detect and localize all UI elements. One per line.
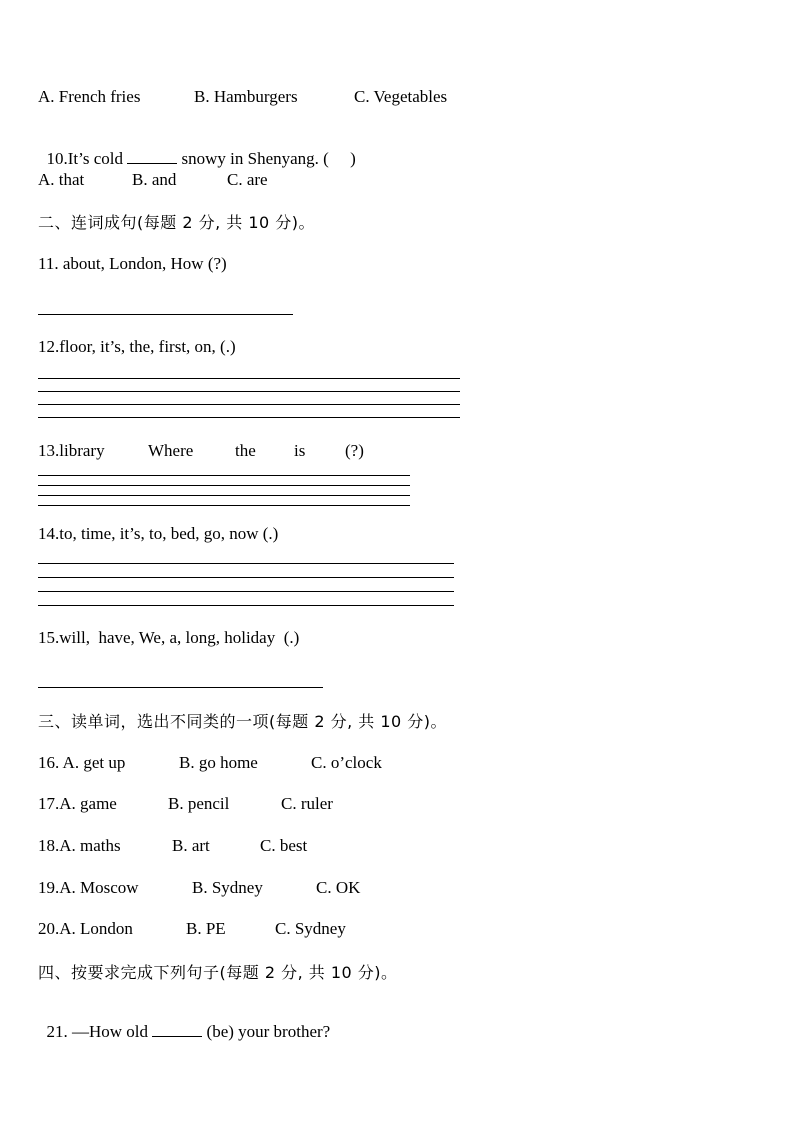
answer-line [38, 391, 460, 392]
answer-line [38, 495, 410, 496]
answer-line[interactable] [38, 314, 293, 315]
answer-line [38, 485, 410, 486]
question-13-number: 13.library [38, 441, 105, 460]
answer-line[interactable] [38, 563, 454, 564]
answer-line [38, 577, 454, 578]
question-16-option-c: C. o’clock [311, 753, 382, 772]
question-19-option-a: 19.A. Moscow [38, 878, 139, 897]
answer-line [38, 404, 460, 405]
question-18-option-b: B. art [172, 836, 210, 855]
section-4-heading: 四、按要求完成下列句子(每题 2 分, 共 10 分)。 [38, 963, 398, 982]
question-13-word-3: is [294, 441, 306, 460]
question-21-suffix: (be) your brother? [202, 1022, 331, 1041]
answer-line [38, 591, 454, 592]
question-14: 14.to, time, it’s, to, bed, go, now (.) [38, 524, 279, 543]
question-11: 11. about, London, How (?) [38, 254, 227, 273]
section-2-heading: 二、连词成句(每题 2 分, 共 10 分)。 [38, 213, 316, 232]
question-13-word-4: (?) [345, 441, 364, 460]
question-10-suffix: snowy in Shenyang. ( ) [177, 149, 356, 168]
question-10-prefix: 10.It’s cold [46, 149, 128, 168]
answer-line[interactable] [38, 475, 410, 476]
question-17-option-a: 17.A. game [38, 794, 117, 813]
question-19-option-b: B. Sydney [192, 878, 263, 897]
question-19-option-c: C. OK [316, 878, 361, 897]
question-20-option-b: B. PE [186, 919, 226, 938]
q10-option-b: B. and [132, 170, 177, 189]
answer-line [38, 417, 460, 418]
question-20-option-c: C. Sydney [275, 919, 346, 938]
question-21 [38, 1002, 330, 1042]
question-17-option-c: C. ruler [281, 794, 333, 813]
q9-option-c: C. Vegetables [354, 87, 448, 106]
question-15: 15.will, have, We, a, long, holiday (.) [38, 628, 300, 647]
question-18-option-a: 18.A. maths [38, 836, 121, 855]
question-12: 12.floor, it’s, the, first, on, (.) [38, 337, 236, 356]
question-16-option-b: B. go home [179, 753, 258, 772]
question-18-option-c: C. best [260, 836, 308, 855]
answer-line [38, 505, 410, 506]
question-17-option-b: B. pencil [168, 794, 230, 813]
answer-line[interactable] [38, 687, 323, 688]
question-21-prefix: 21. —How old [46, 1022, 153, 1041]
question-13-word-2: the [235, 441, 256, 460]
q10-option-c: C. are [227, 170, 268, 189]
q10-option-a: A. that [38, 170, 85, 189]
question-20-option-a: 20.A. London [38, 919, 133, 938]
q9-option-a: A. French fries [38, 87, 141, 106]
answer-blank[interactable] [152, 1022, 202, 1037]
question-10 [38, 129, 356, 169]
section-3-heading: 三、读单词，选出不同类的一项(每题 2 分, 共 10 分)。 [38, 712, 448, 731]
question-16-option-a: 16. A. get up [38, 753, 126, 772]
answer-blank[interactable] [127, 149, 177, 164]
q9-option-b: B. Hamburgers [194, 87, 298, 106]
answer-line [38, 605, 454, 606]
question-13-word-1: Where [148, 441, 194, 460]
answer-line[interactable] [38, 378, 460, 379]
